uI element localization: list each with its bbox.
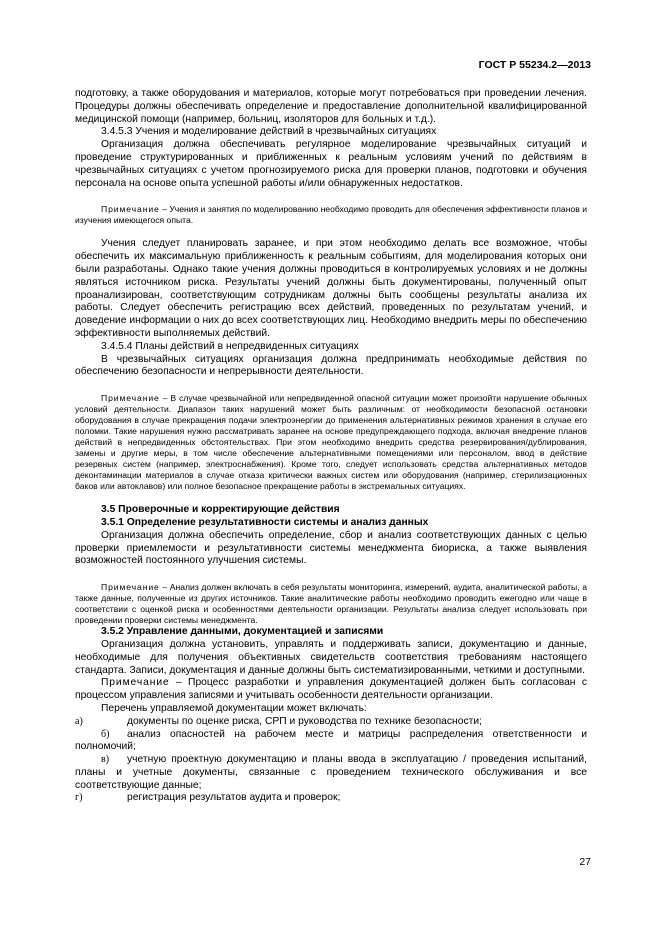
list-item-text: документы по оценке риска, СРП и руководства по технике безопасности; — [127, 715, 482, 727]
note-text: – Анализ должен включать в себя результаты мониторинга, измерений, аудита, аналитической работы, а также данные, полученные из других источников. Такие аналитические работы необходимо проводить ежегодно или чаще в соответствии с оценкой риска и особенностями деятельности организации. Результаты анализа следует использовать при проведении проверки системы менеджмента. — [75, 582, 587, 626]
section-heading: 3.5.2 Управление данными, документацией и записями — [101, 626, 384, 638]
list-item-text: учетную проектную документацию и планы ввода в эксплуатацию / проведения испытаний, планы и учетные документы, связанные с проведением технического обслуживания и все соответствующие данные; — [75, 754, 587, 791]
note — [75, 204, 587, 226]
list-marker: в) — [101, 754, 110, 766]
paragraph: подготовку, а также оборудования и материалов, которые могут потребоваться при проведении лечения. Процедуры должны обеспечивать определение и предоставление дополнительной квалифицированной медицинской помощи (например, больниц, изоляторов для больных и т.д.). — [75, 88, 587, 125]
note-label: Примечание — [101, 204, 160, 215]
list-item — [75, 754, 587, 792]
note-label: Примечание — [101, 582, 160, 593]
paragraph: Организация должна установить, управлять и поддерживать записи, документацию и данные, необходимые для получения объективных свидетельств соответствия требованиям настоящего стандарта. Записи, документация и данные должны быть систематизированными, четкими и доступными. — [75, 638, 587, 676]
list-item — [75, 792, 587, 805]
list-item — [75, 716, 587, 729]
paragraph: Организация должна обеспечить определение, сбор и анализ соответствующих данных с целью проверки приемлемости и результативности системы менеджмента биориска, а также выявления возможностей постоянного улучшения системы. — [75, 529, 587, 567]
note-label: Примечание — [101, 393, 160, 404]
document-body — [75, 88, 587, 805]
paragraph: В чрезвычайных ситуациях организация должна предпринимать необходимые действия по обеспечению безопасности и непрерывности деятельности. — [75, 353, 587, 378]
page-number: 27 — [579, 856, 591, 868]
list-marker: б) — [101, 728, 110, 740]
paragraph: Учения следует планировать заранее, и при этом необходимо делать все возможное, чтобы обеспечить их максимальную приближенность к реальным событиям, для моделирования которых они были разработаны. Однако такие учения должны проводиться в контролируемых условиях и не должны являться источником риска. Результаты учений должны быть документированы, полученный опыт проанализирован, соответствующим сотрудникам должны быть сообщены результаты анализа их работы. Следует обеспечить регистрацию всех действий, проведенных по результатам учений, и доведение информации о них до всех соответствующих лиц. Необходимо внедрить меры по обеспечению эффективности выполняемых действий. — [75, 238, 587, 339]
section-heading: 3.4.5.4 Планы действий в непредвиденных ситуациях — [101, 340, 359, 352]
list-item-text: регистрация результатов аудита и проверок; — [127, 792, 341, 804]
section-heading: 3.4.5.3 Учения и моделирование действий в чрезвычайных ситуациях — [101, 126, 437, 138]
note-text: – Процесс разработки и управления документацией должен быть согласован с процессом управления записями и учитывать особенности деятельности организации. — [75, 677, 587, 702]
list-item — [75, 729, 587, 755]
paragraph: Перечень управляемой документации может включать: — [101, 702, 367, 714]
section-heading: 3.5.1 Определение результативности системы и анализ данных — [101, 516, 429, 528]
note-label: Примечание — [101, 677, 170, 689]
note — [75, 677, 587, 703]
note-text: – В случае чрезвычайной или непредвиденной опасной ситуации может произойти нарушение обычных условий деятельности. Диапазон таких нарушений может быть различным: от необходимости безопасной остановки оборудования в случае прекращения подачи электроэнергии до применения альтернативных режимов хранения в случае его поломки. Такие нарушения нужно рассматривать заранее на основе предупреждающего подхода, включая внедрение планов действий в непредвиденных обстоятельствах. При этом необходимо внедрить средства резервирования/дублирования, замены и другие меры, в том числе обеспечение альтернативными помещениями или персоналом, ввод в действие резервных систем (например, электроснабжения). Кроме того, следует использовать средства альтернативных методов деконтаминации материалов в случае отказа критически важных систем или оборудования (например, стерилизационных баков или автоклавов) или полное безопасное прекращение работы в экстремальных ситуациях. — [75, 393, 587, 492]
note-text: – Учения и занятия по моделированию необходимо проводить для обеспечения эффективности планов и изучения имеющегося опыта. — [75, 204, 587, 226]
note — [75, 582, 587, 626]
document-code: ГОСТ Р 55234.2—2013 — [478, 59, 591, 71]
list-marker: г) — [75, 792, 83, 804]
list-marker: а) — [75, 715, 83, 727]
paragraph: Организация должна обеспечивать регулярное моделирование чрезвычайных ситуаций и проведение структурированных и приближенных к реальным условиям учений по действиям в чрезвычайных ситуациях с учетом прогнозируемого риска для проверки планов, подготовки и обучения персонала на основе опыта успешной работы и/или обнаруженных недостатков. — [75, 139, 587, 189]
section-heading: 3.5 Проверочные и корректирующие действия — [101, 504, 340, 516]
list-item-text: анализ опасностей на рабочем месте и матрицы распределения ответственности и полномочий; — [75, 728, 587, 753]
note — [75, 393, 587, 492]
